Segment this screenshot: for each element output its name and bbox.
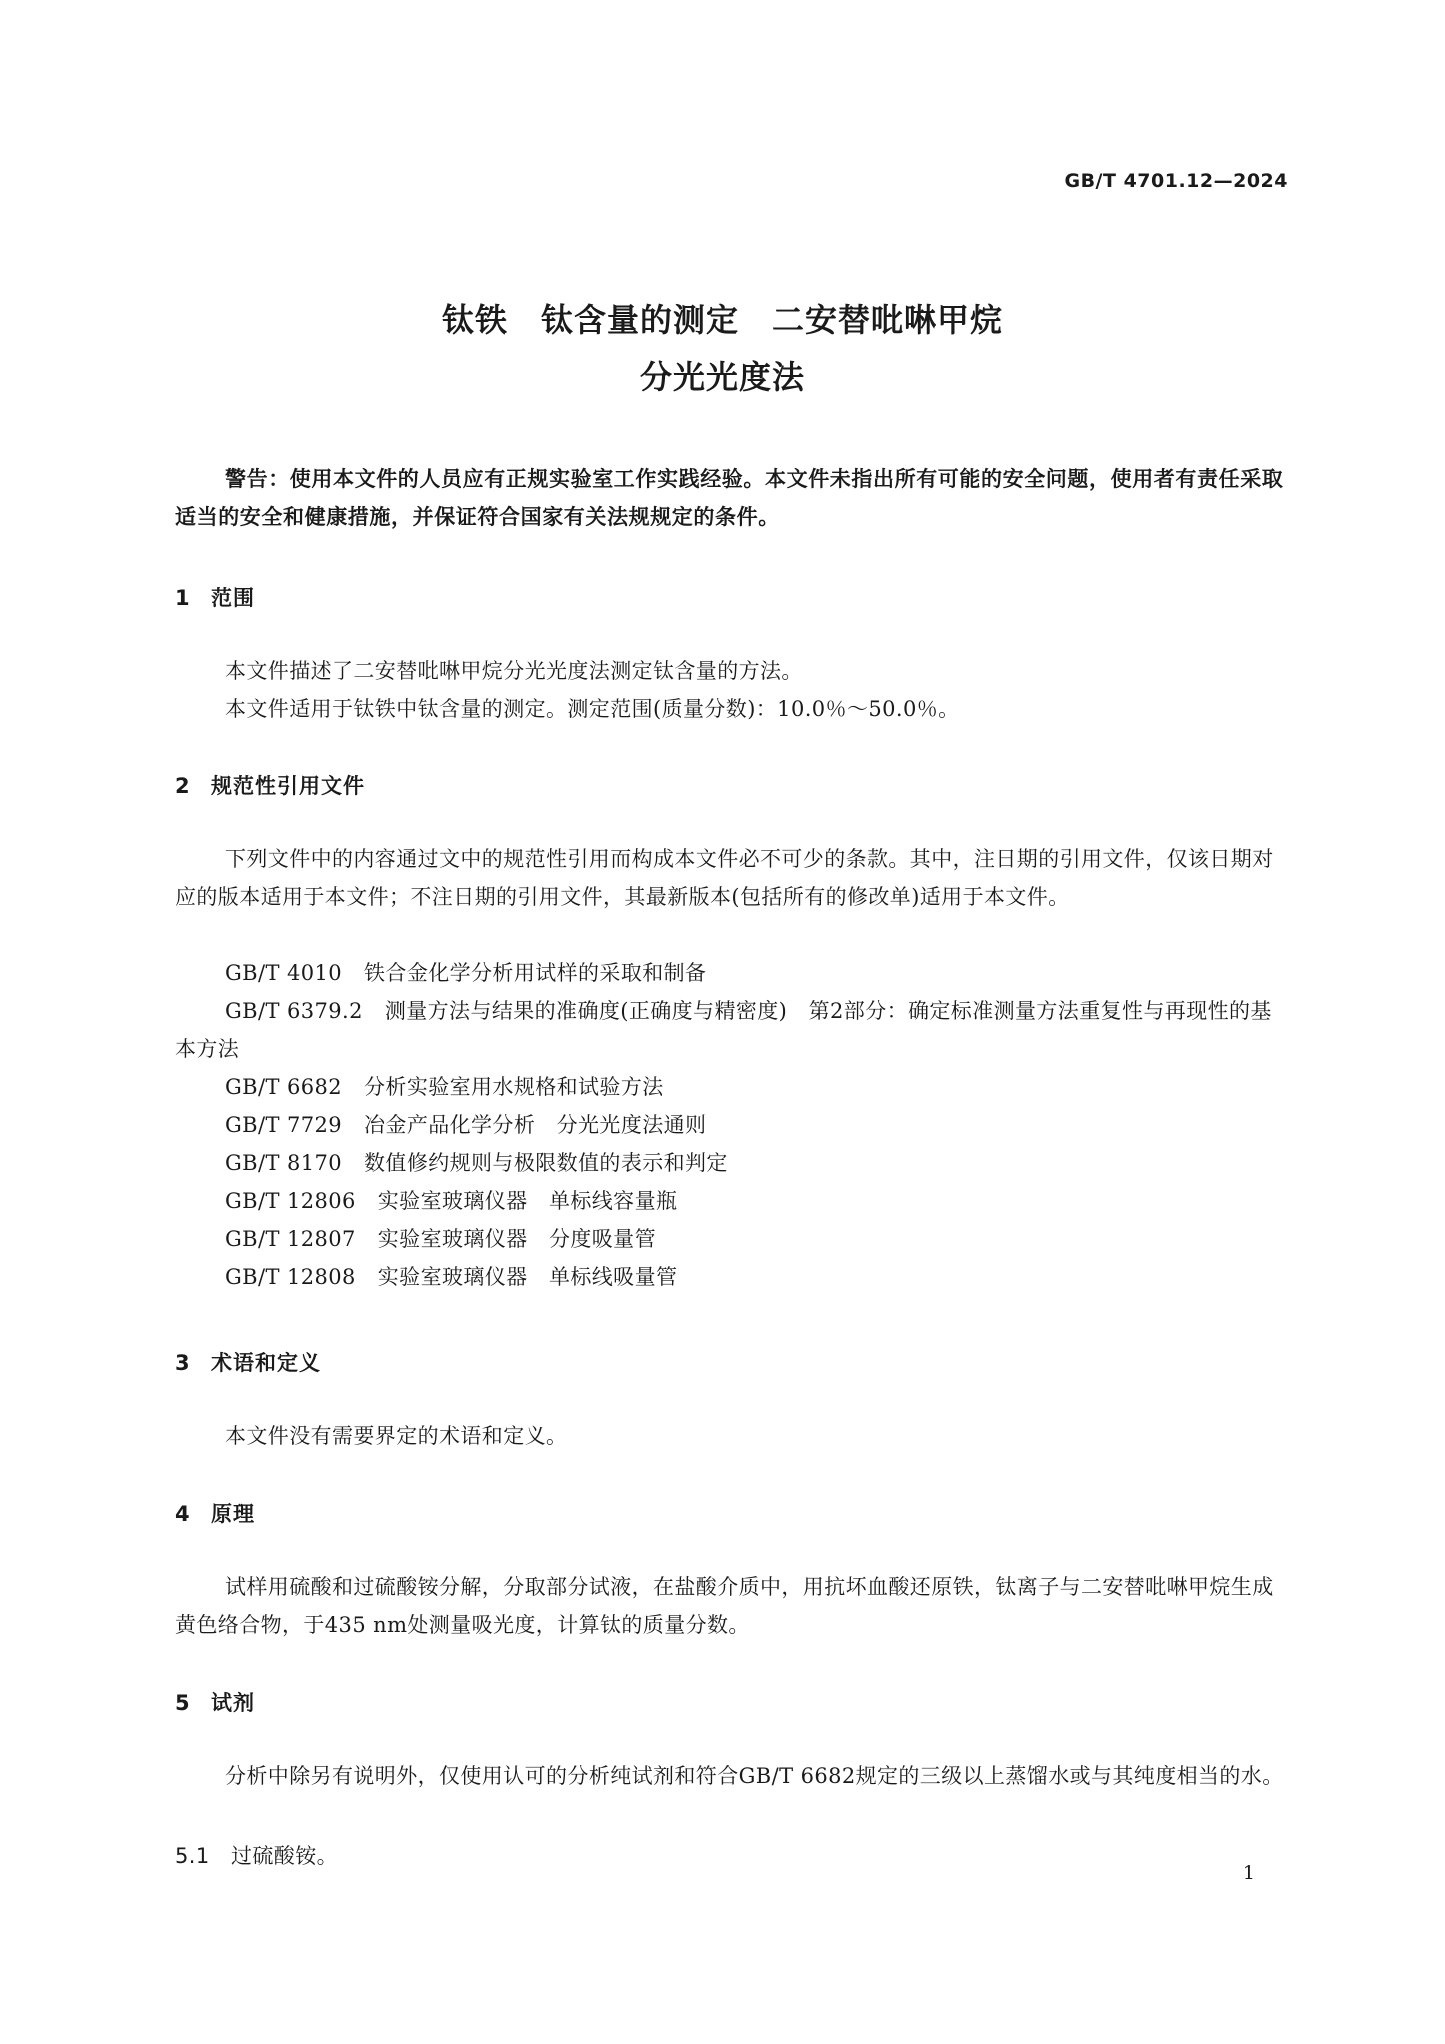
section-title: 规范性引用文件 — [211, 774, 365, 798]
section-title: 范围 — [211, 586, 255, 610]
reference-title: 铁合金化学分析用试样的采取和制备 — [364, 961, 707, 985]
scope-paragraph-2: 本文件适用于钛铁中钛含量的测定。测定范围(质量分数)：10.0％～50.0％。 — [225, 697, 960, 721]
reference-code: GB/T 6682 — [225, 1075, 343, 1099]
section-title: 原理 — [211, 1502, 255, 1526]
reference-item — [175, 1106, 1285, 1144]
reference-item — [175, 954, 1285, 992]
section-title: 试剂 — [211, 1691, 255, 1715]
section-heading-normative-references — [175, 770, 365, 800]
reference-item — [175, 1182, 1285, 1220]
section-title: 术语和定义 — [211, 1351, 321, 1375]
reference-title: 分析实验室用水规格和试验方法 — [364, 1075, 664, 1099]
document-title-line-1: 钛铁 钛含量的测定 二安替吡啉甲烷 — [441, 301, 1003, 339]
section-number: 3 — [175, 1351, 191, 1375]
standard-code: GB/T 4701.12—2024 — [1064, 170, 1288, 192]
section-number: 4 — [175, 1502, 191, 1526]
terms-paragraph: 本文件没有需要界定的术语和定义。 — [225, 1424, 568, 1448]
reference-item — [175, 1144, 1285, 1182]
reference-code: GB/T 12807 — [225, 1227, 356, 1251]
reference-title: 实验室玻璃仪器 分度吸量管 — [377, 1227, 656, 1251]
reference-code: GB/T 4010 — [225, 961, 343, 985]
reference-item — [175, 1220, 1285, 1258]
subclause-5-1 — [175, 1840, 338, 1870]
reference-code: GB/T 6379.2 — [225, 999, 363, 1023]
subclause-number: 5.1 — [175, 1844, 210, 1868]
reference-title: 实验室玻璃仪器 单标线容量瓶 — [377, 1189, 678, 1213]
section-heading-principle — [175, 1498, 255, 1528]
reference-title: 测量方法与结果的准确度(正确度与精密度) 第2部分：确定标准测量方法重复性与再现性的基本方法 — [175, 999, 1272, 1061]
page-number: 1 — [1242, 1862, 1255, 1884]
document-title-line-2: 分光光度法 — [639, 358, 805, 396]
section-heading-scope — [175, 582, 255, 612]
section-heading-reagents — [175, 1687, 255, 1717]
reference-item — [175, 1068, 1285, 1106]
reference-code: GB/T 12808 — [225, 1265, 356, 1289]
reference-code: GB/T 12806 — [225, 1189, 356, 1213]
section-number: 1 — [175, 586, 191, 610]
reference-title: 冶金产品化学分析 分光光度法通则 — [364, 1113, 707, 1137]
reference-list — [175, 954, 1285, 1296]
reagents-paragraph: 分析中除另有说明外，仅使用认可的分析纯试剂和符合GB/T 6682规定的三级以上蒸馏水或与其纯度相当的水。 — [225, 1764, 1284, 1788]
section-number: 5 — [175, 1691, 191, 1715]
principle-paragraph: 试样用硫酸和过硫酸铵分解，分取部分试液，在盐酸介质中，用抗坏血酸还原铁，钛离子与二安替吡啉甲烷生成黄色络合物，于435 nm处测量吸光度，计算钛的质量分数。 — [175, 1575, 1274, 1637]
reference-item — [175, 992, 1285, 1068]
scope-paragraph-1: 本文件描述了二安替吡啉甲烷分光光度法测定钛含量的方法。 — [225, 659, 803, 683]
section-number: 2 — [175, 774, 191, 798]
reference-code: GB/T 7729 — [225, 1113, 343, 1137]
section-heading-terms — [175, 1347, 321, 1377]
reference-title: 实验室玻璃仪器 单标线吸量管 — [377, 1265, 678, 1289]
reference-code: GB/T 8170 — [225, 1151, 343, 1175]
warning-statement: 警告：使用本文件的人员应有正规实验室工作实践经验。本文件未指出所有可能的安全问题，使用者有责任采取适当的安全和健康措施，并保证符合国家有关法规规定的条件。 — [175, 467, 1284, 529]
reference-title: 数值修约规则与极限数值的表示和判定 — [364, 1151, 728, 1175]
reference-item — [175, 1258, 1285, 1296]
subclause-text: 过硫酸铵。 — [231, 1844, 338, 1868]
normative-intro: 下列文件中的内容通过文中的规范性引用而构成本文件必不可少的条款。其中，注日期的引用文件，仅该日期对应的版本适用于本文件；不注日期的引用文件，其最新版本(包括所有的修改单)适用于本文件。 — [175, 847, 1274, 909]
